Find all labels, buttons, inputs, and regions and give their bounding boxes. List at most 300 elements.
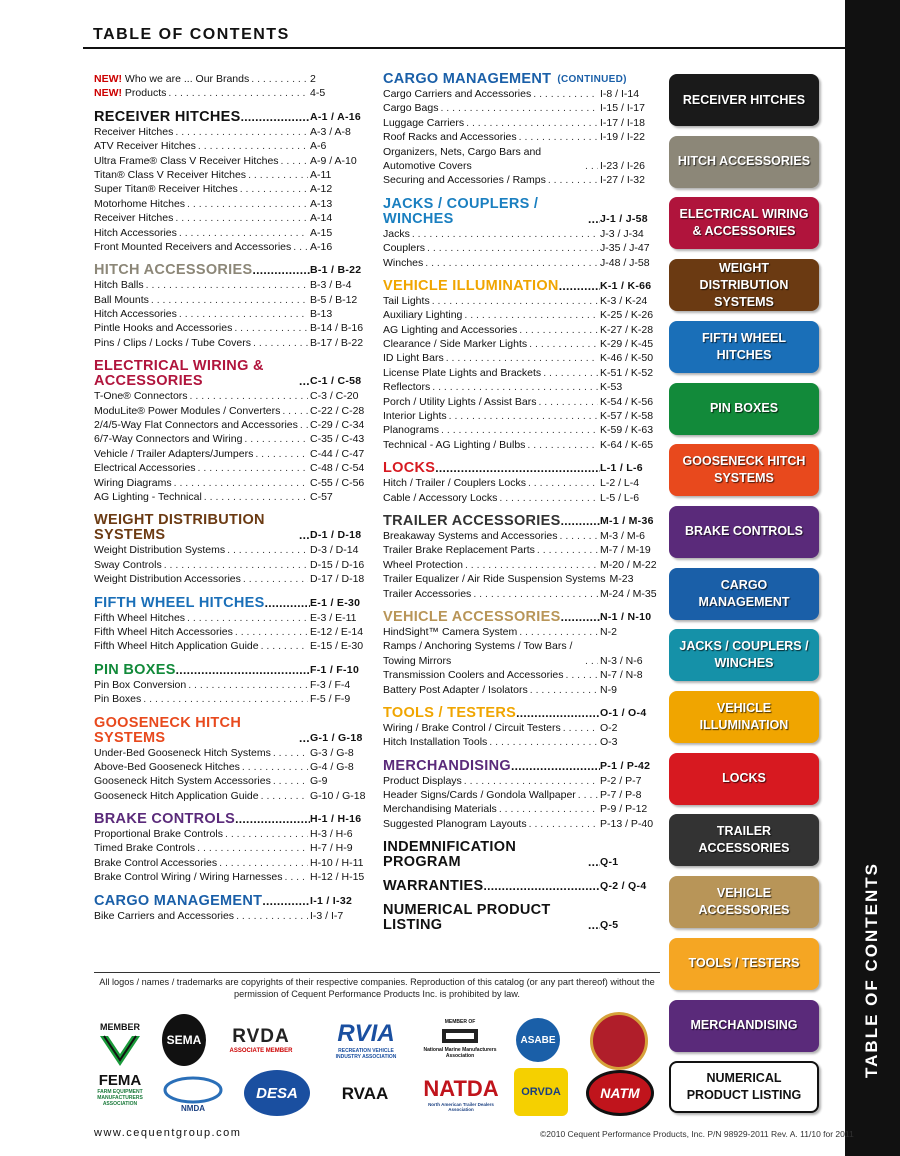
toc-entry[interactable] [383, 256, 658, 270]
page-ref: P-7 / P-8 [600, 789, 642, 802]
leader-dots [425, 256, 598, 270]
tab-fifth-wheel-hitches[interactable] [669, 321, 819, 373]
tab-label: RECEIVER HITCHES [682, 92, 806, 107]
section-locks [383, 461, 658, 505]
entry-text: Hitch Installation Tools [383, 736, 488, 749]
tab-label: TRAILER ACCESSORIES [698, 824, 790, 856]
leader-dots [299, 731, 310, 746]
leader-dots [179, 226, 308, 240]
middle-column [383, 72, 658, 933]
section-merchandising [383, 759, 658, 832]
leader-dots [273, 774, 308, 788]
section-page-range: B-1 / B-22 [310, 264, 362, 277]
section-heading[interactable] [94, 596, 368, 611]
leader-dots [548, 173, 598, 187]
entry-text: Bike Carriers and Accessories [94, 909, 235, 922]
toc-entry[interactable] [383, 683, 658, 697]
section-page-range: L-1 / L-6 [600, 462, 643, 475]
toc-entry[interactable] [383, 788, 658, 802]
leader-dots [465, 558, 598, 572]
entry-text: Under-Bed Gooseneck Hitch Systems [94, 746, 271, 759]
toc-entry[interactable] [94, 293, 368, 307]
toc-entry[interactable] [94, 154, 368, 168]
toc-entry[interactable] [94, 211, 368, 225]
leader-dots [284, 870, 308, 884]
leader-dots [466, 116, 598, 130]
section-heading[interactable] [94, 263, 368, 278]
section-heading[interactable] [383, 706, 658, 721]
section-heading[interactable] [383, 903, 658, 933]
leader-dots [563, 721, 598, 735]
toc-entry[interactable] [94, 692, 368, 706]
entry-text: Wiring Diagrams [94, 476, 172, 489]
leader-dots [164, 558, 308, 572]
leader-dots [151, 293, 308, 307]
toc-entry[interactable] [383, 572, 658, 586]
toc-entry[interactable] [383, 87, 658, 101]
section-page-range: Q-1 [600, 856, 619, 869]
toc-entry[interactable] [383, 366, 658, 380]
toc-entry[interactable] [94, 168, 368, 182]
section-heading[interactable] [94, 716, 368, 746]
toc-entry[interactable] [94, 404, 368, 418]
section-heading[interactable] [383, 759, 658, 774]
toc-entry[interactable] [383, 423, 658, 437]
section-heading[interactable] [94, 812, 368, 827]
toc-entry[interactable] [383, 735, 658, 749]
entry-text: License Plate Lights and Brackets [383, 366, 542, 379]
entry-text: AG Lighting - Technical [94, 490, 202, 503]
section-title: BRAKE CONTROLS [94, 811, 236, 828]
entry-text: Ball Mounts [94, 293, 149, 306]
tab-label: NUMERICAL PRODUCT LISTING [686, 1071, 802, 1103]
leader-dots [253, 336, 308, 350]
tab-label: GOOSENECK HITCH SYSTEMS [682, 454, 806, 486]
toc-entry[interactable] [383, 587, 658, 601]
toc-entry[interactable] [94, 321, 368, 335]
page-ref: G-4 / G-8 [310, 760, 354, 773]
section-page-range: Q-5 [600, 919, 619, 932]
toc-entry[interactable] [94, 336, 368, 350]
leader-dots [168, 86, 308, 100]
tab-pin-boxes[interactable] [669, 383, 819, 435]
toc-entry[interactable] [383, 543, 658, 557]
toc-entry[interactable] [383, 774, 658, 788]
leader-dots [299, 528, 310, 543]
entry-text: Above-Bed Gooseneck Hitches [94, 760, 240, 773]
page-ref: M-7 / M-19 [600, 544, 651, 557]
toc-entry[interactable] [383, 294, 658, 308]
leader-dots [566, 668, 598, 682]
toc-entry[interactable] [383, 241, 658, 255]
section-heading[interactable] [383, 879, 658, 894]
section-page-range: J-1 / J-58 [600, 212, 648, 225]
sidebar-label: TABLE OF CONTENTS [862, 862, 881, 1078]
section-heading[interactable] [94, 110, 368, 125]
leader-dots [530, 683, 598, 697]
page-ref: E-3 / E-11 [310, 611, 357, 624]
toc-entry[interactable] [94, 447, 368, 461]
leader-dots [473, 587, 598, 601]
toc-entry[interactable] [383, 558, 658, 572]
tab-label: LOCKS [722, 771, 766, 786]
page-ref: I-27 / I-32 [600, 174, 645, 187]
toc-entry[interactable] [383, 721, 658, 735]
leader-dots [244, 432, 308, 446]
section-warranties [383, 879, 658, 894]
leader-dots [240, 182, 308, 196]
entry-text: Battery Post Adapter / Isolators [383, 683, 528, 696]
tab-label: JACKS / COUPLERS / WINCHES [679, 639, 809, 671]
tab-tools-testers[interactable] [669, 938, 819, 990]
page-ref: O-2 [600, 721, 618, 734]
toc-entry[interactable] [94, 625, 368, 639]
leader-dots [143, 692, 308, 706]
section-receiver-hitches [94, 110, 368, 255]
page-ref: K-27 / K-28 [600, 323, 654, 336]
leader-dots [529, 337, 598, 351]
toc-entry[interactable] [383, 337, 658, 351]
rvia-logo: RVIA RECREATION VEHICLE INDUSTRY ASSOCIATION [335, 1020, 397, 1060]
toc-entry[interactable] [94, 760, 368, 774]
page-ref: K-53 [600, 381, 623, 394]
page-ref: A-12 [310, 183, 333, 196]
entry-text: Super Titan® Receiver Hitches [94, 183, 238, 196]
section-heading[interactable] [383, 610, 658, 625]
page-ref: I-19 / I-22 [600, 131, 645, 144]
page-ref: D-15 / D-16 [310, 558, 365, 571]
page-ref: B-14 / B-16 [310, 322, 364, 335]
toc-entry[interactable] [94, 278, 368, 292]
leader-dots [519, 323, 598, 337]
toc-entry[interactable] [94, 558, 368, 572]
leader-dots [412, 227, 598, 241]
section-vehicle-accessories [383, 610, 658, 697]
toc-entry[interactable] [94, 307, 368, 321]
section-numerical-product-listing [383, 903, 658, 933]
toc-entry[interactable] [94, 678, 368, 692]
leader-dots [251, 72, 308, 86]
toc-entry[interactable] [383, 323, 658, 337]
section-title: WARRANTIES [383, 878, 484, 895]
toc-entry[interactable] [94, 197, 368, 211]
leader-dots [265, 596, 310, 611]
entry-text: Transmission Coolers and Accessories [383, 669, 564, 682]
intro-text: Products [124, 87, 167, 100]
section-heading[interactable] [383, 461, 658, 476]
section-heading[interactable] [94, 894, 368, 909]
leader-dots [179, 307, 308, 321]
page-ref: N-2 [600, 625, 617, 638]
entry-text: Fifth Wheel Hitch Accessories [94, 625, 233, 638]
leader-dots [441, 423, 598, 437]
toc-entry[interactable] [383, 308, 658, 322]
toc-entry[interactable] [383, 802, 658, 816]
toc-entry[interactable] [94, 909, 368, 923]
toc-entry[interactable] [94, 240, 368, 254]
toc-entry[interactable] [94, 490, 368, 504]
page-ref: N-7 / N-8 [600, 669, 643, 682]
section-pin-boxes [94, 663, 368, 707]
leader-dots [543, 366, 598, 380]
section-heading[interactable] [383, 279, 658, 294]
page-ref: I-8 / I-14 [600, 88, 640, 100]
leader-dots [235, 625, 308, 639]
section-heading[interactable] [94, 513, 368, 543]
natda-logo: NATDA North American Trailer Dealers Association [423, 1076, 499, 1112]
entry-text: Securing and Accessories / Ramps [383, 174, 546, 187]
toc-entry[interactable] [383, 639, 658, 668]
entry-text: Cargo Carriers and Accessories [383, 88, 532, 100]
entry-text: Timed Brake Controls [94, 842, 196, 855]
section-heading[interactable] [94, 663, 368, 678]
toc-entry[interactable] [383, 529, 658, 543]
toc-entry[interactable] [383, 130, 658, 144]
tab-vehicle-accessories[interactable] [669, 876, 819, 928]
leader-dots [227, 543, 308, 557]
tab-weight-distribution-systems[interactable] [669, 259, 819, 311]
toc-entry[interactable] [383, 145, 658, 174]
entry-text: Fifth Wheel Hitch Application Guide [94, 640, 259, 653]
tab-label: FIFTH WHEEL HITCHES [701, 330, 786, 362]
entry-text: Ramps / Anchoring Systems / Tow Bars / Towing Mirrors [383, 640, 573, 667]
leader-dots [261, 639, 308, 653]
page-ref: B-17 / B-22 [310, 336, 364, 349]
asabe-logo: ASABE [516, 1018, 560, 1062]
tab-jacks-couplers-winches[interactable] [669, 629, 819, 681]
entry-text: Ultra Frame® Class V Receiver Hitches [94, 154, 279, 167]
section-title: TOOLS / TESTERS [383, 704, 517, 721]
entry-text: Porch / Utility Lights / Assist Bars [383, 395, 537, 408]
section-title: RECEIVER HITCHES [94, 108, 241, 125]
section-page-range: C-1 / C-58 [310, 375, 362, 388]
intro-row[interactable] [94, 86, 368, 100]
page-title: TABLE OF CONTENTS [93, 26, 290, 43]
toc-entry[interactable] [383, 101, 658, 115]
entry-text: 6/7-Way Connectors and Wiring [94, 433, 243, 446]
toc-entry[interactable] [94, 432, 368, 446]
fema-text: FEMA [98, 1071, 142, 1089]
section-tools-testers [383, 706, 658, 750]
sema-logo: SEMA [162, 1014, 206, 1066]
tab-cargo-management[interactable] [669, 568, 819, 620]
section-title: JACKS / COUPLERS / WINCHES [383, 195, 539, 227]
tab-label: VEHICLE ACCESSORIES [698, 886, 790, 918]
entry-text: Pintle Hooks and Accessories [94, 322, 233, 335]
toc-entry[interactable] [94, 139, 368, 153]
toc-entry[interactable] [94, 572, 368, 586]
entry-text: Weight Distribution Accessories [94, 573, 241, 586]
page-ref: C-44 / C-47 [310, 447, 365, 460]
entry-text: Pin Box Conversion [94, 678, 187, 691]
entry-text: Brake Control Wiring / Wiring Harnesses [94, 871, 283, 884]
orvda-logo: ORVDA [514, 1068, 568, 1116]
entry-text: Brake Control Accessories [94, 856, 218, 869]
toc-entry[interactable] [383, 625, 658, 639]
fema-subtext: FARM EQUIPMENT MANUFACTURERS ASSOCIATION [97, 1088, 143, 1107]
section-page-range: P-1 / P-42 [600, 759, 651, 772]
entry-text: Organizers, Nets, Cargo Bars and Automotive Covers [383, 145, 542, 172]
page-ref: F-3 / F-4 [310, 678, 351, 691]
section-page-range: I-1 / I-32 [310, 894, 353, 907]
section-heading[interactable] [383, 197, 658, 227]
toc-entry[interactable] [383, 380, 658, 394]
page-ref: B-5 / B-12 [310, 293, 358, 306]
toc-entry[interactable] [94, 461, 368, 475]
page-ref: H-3 / H-6 [310, 828, 353, 841]
page-ref: I-17 / I-18 [600, 116, 645, 129]
left-sections [94, 110, 368, 923]
page-ref: D-3 / D-14 [310, 544, 359, 557]
page-ref: M-24 / M-35 [600, 587, 657, 600]
page-ref: C-22 / C-28 [310, 404, 365, 417]
toc-entry[interactable] [94, 870, 368, 884]
page-ref: M-3 / M-6 [600, 530, 645, 542]
section-indemnification-program [383, 840, 658, 870]
leader-dots [187, 197, 308, 211]
new-flag: NEW! [94, 73, 122, 85]
toc-entry[interactable] [94, 182, 368, 196]
toc-entry[interactable] [94, 476, 368, 490]
toc-entry[interactable] [94, 389, 368, 403]
page-ref: A-15 [310, 226, 333, 239]
tab-electrical-wiring-accessories[interactable] [669, 197, 819, 249]
toc-entry[interactable] [383, 351, 658, 365]
page-ref: H-10 / H-11 [310, 856, 364, 869]
section-trailer-accessories [383, 514, 658, 601]
toc-entry[interactable] [94, 827, 368, 841]
toc-entry[interactable] [94, 418, 368, 432]
toc-entry[interactable] [383, 491, 658, 505]
tab-label: MERCHANDISING [690, 1018, 798, 1032]
new-flag: NEW! [94, 87, 122, 100]
entry-text: ATV Receiver Hitches [94, 140, 196, 153]
section-title: ELECTRICAL WIRING & ACCESSORIES [94, 358, 264, 390]
toc-entry[interactable] [94, 639, 368, 653]
toc-entry[interactable] [383, 438, 658, 452]
entry-text: Titan® Class V Receiver Hitches [94, 168, 247, 181]
section-page-range: O-1 / O-4 [600, 706, 647, 719]
tab-vehicle-illumination[interactable] [669, 691, 819, 743]
toc-entry[interactable] [94, 774, 368, 788]
leader-dots [446, 351, 598, 365]
section-page-range: M-1 / M-36 [600, 515, 654, 527]
toc-entry[interactable] [94, 611, 368, 625]
entry-text: Trailer Accessories [383, 587, 472, 600]
tab-hitch-accessories[interactable] [669, 136, 819, 188]
nmda-swirl-icon [163, 1076, 223, 1104]
page-ref: P-13 / P-40 [600, 817, 654, 830]
page-ref: B-3 / B-4 [310, 279, 352, 292]
toc-entry[interactable] [383, 116, 658, 130]
leader-dots [499, 491, 598, 505]
leader-dots [204, 490, 308, 504]
tab-gooseneck-hitch-systems[interactable] [669, 444, 819, 496]
leader-dots [435, 461, 600, 476]
section-heading[interactable] [94, 359, 368, 389]
website-url[interactable]: www.cequentgroup.com [94, 1127, 242, 1139]
leader-dots [252, 263, 310, 278]
copyright-line: ©2010 Cequent Performance Products, Inc. P/N 98929-2011 Rev. A. 11/10 for 2011 [540, 1129, 854, 1139]
toc-entry[interactable] [383, 476, 658, 490]
page-ref: A-16 [310, 240, 333, 253]
entry-text: Electrical Accessories [94, 462, 196, 475]
intro-row[interactable] [94, 72, 368, 86]
tab-receiver-hitches[interactable] [669, 74, 819, 126]
leader-dots [219, 856, 308, 870]
section-title: VEHICLE ACCESSORIES [383, 608, 561, 625]
leader-dots [225, 827, 308, 841]
toc-entry[interactable] [94, 856, 368, 870]
leader-dots [464, 774, 598, 788]
toc-entry[interactable] [94, 789, 368, 803]
entry-text: Technical - AG Lighting / Bulbs [383, 438, 526, 451]
toc-entry[interactable] [94, 226, 368, 240]
entry-text: Pin Boxes [94, 693, 142, 706]
toc-entry[interactable] [383, 173, 658, 187]
entry-text: Receiver Hitches [94, 212, 174, 225]
tab-brake-controls[interactable] [669, 506, 819, 558]
section-page-range: E-1 / E-30 [310, 596, 361, 609]
section-title: PIN BOXES [94, 661, 176, 678]
page-ref: J-3 / J-34 [600, 227, 644, 240]
leader-dots [449, 409, 598, 423]
page-ref: C-29 / C-34 [310, 419, 365, 432]
section-heading[interactable] [383, 840, 658, 870]
toc-entry[interactable] [94, 125, 368, 139]
leader-dots [511, 759, 600, 774]
leader-dots [175, 211, 308, 225]
tab-label: WEIGHT DISTRIBUTION SYSTEMS [699, 260, 789, 309]
leader-dots [243, 572, 308, 586]
toc-entry[interactable] [94, 841, 368, 855]
section-brake-controls [94, 812, 368, 885]
leader-dots [188, 678, 308, 692]
tab-locks[interactable] [669, 753, 819, 805]
section-title: TRAILER ACCESSORIES [383, 513, 561, 529]
section-page-range: N-1 / N-10 [600, 610, 652, 623]
entry-text: Planograms [383, 424, 440, 437]
tab-trailer-accessories[interactable] [669, 814, 819, 866]
leader-dots [528, 476, 598, 490]
section-heading[interactable] [383, 514, 658, 529]
leader-dots [533, 87, 598, 101]
leader-dots [299, 374, 310, 389]
leader-dots [560, 529, 599, 543]
tab-merchandising[interactable] [669, 1000, 819, 1052]
toc-entry[interactable] [383, 395, 658, 409]
leader-dots [242, 760, 308, 774]
natm-logo: NATM [586, 1070, 654, 1116]
leader-dots [483, 879, 600, 894]
page-ref: K-3 / K-24 [600, 294, 648, 307]
entry-text: Auxiliary Lighting [383, 309, 463, 322]
leader-dots [234, 321, 308, 335]
leader-dots [529, 817, 598, 831]
toc-entry[interactable] [383, 668, 658, 682]
page-ref: J-48 / J-58 [600, 256, 650, 269]
toc-entry[interactable] [94, 746, 368, 760]
toc-entry[interactable] [94, 543, 368, 557]
toc-entry[interactable] [383, 227, 658, 241]
tab-numerical-product-listing[interactable] [669, 1061, 819, 1113]
page-ref: D-17 / D-18 [310, 573, 365, 586]
toc-entry[interactable] [383, 817, 658, 831]
entry-text: T-One® Connectors [94, 390, 188, 403]
section-heading[interactable] [383, 72, 658, 87]
section-title: MERCHANDISING [383, 757, 511, 774]
toc-entry[interactable] [383, 409, 658, 423]
